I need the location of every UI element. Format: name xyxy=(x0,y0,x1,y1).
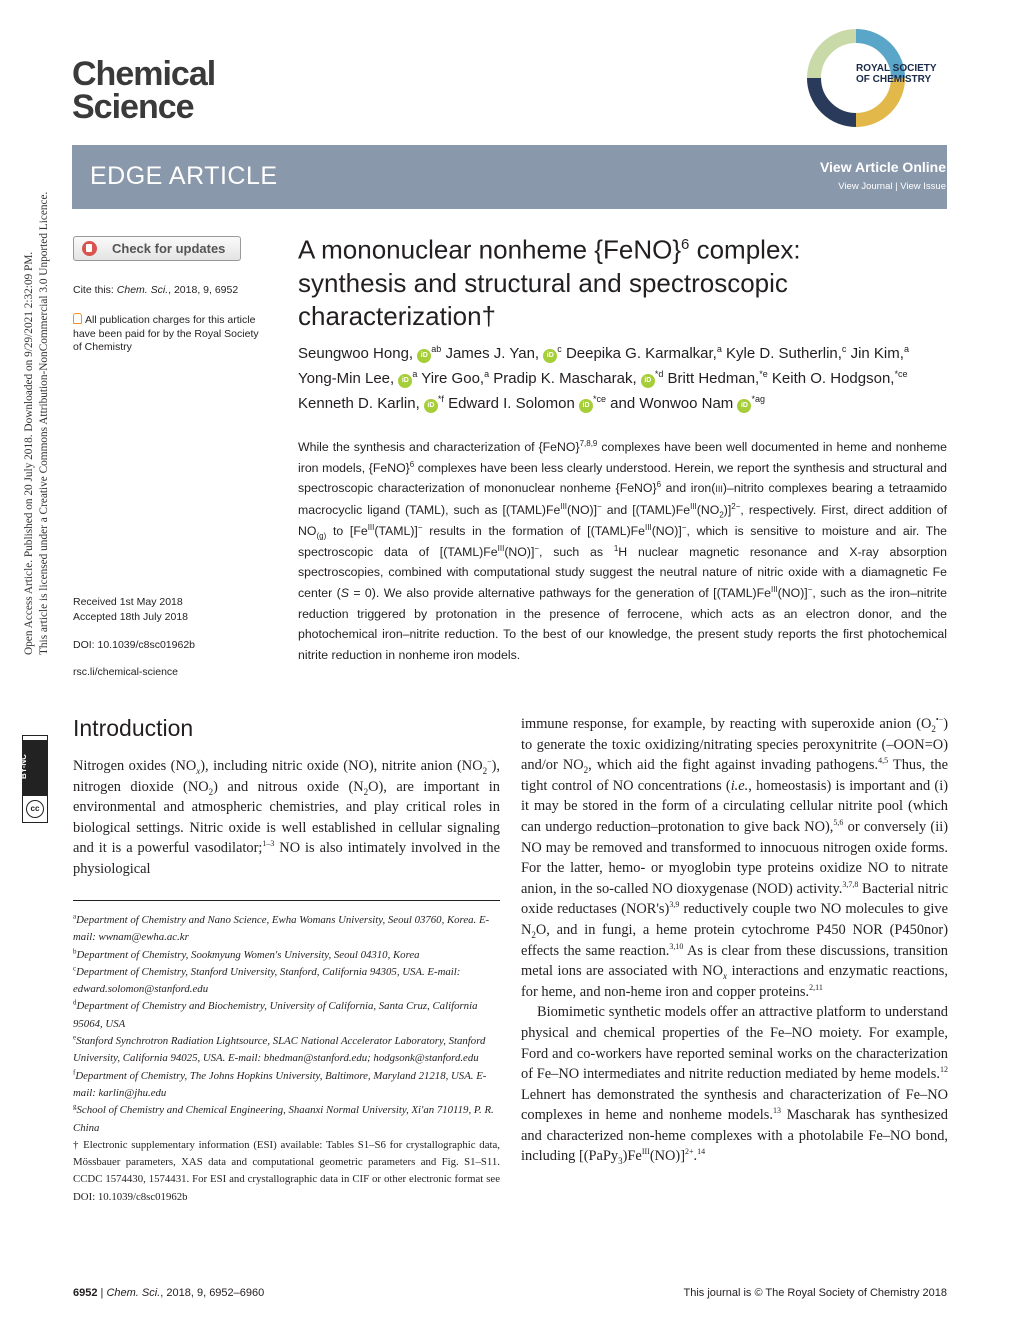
journal-name-line1: Chemical xyxy=(72,55,216,93)
accepted-date: Accepted 18th July 2018 xyxy=(73,611,188,623)
footnote-divider xyxy=(73,900,500,901)
journal-name-line2: Science xyxy=(72,88,194,126)
body-text-left-column: Nitrogen oxides $(NO_x)$, including nitric oxide (NO), nitrite anion $(NO_2^-)$, nitrogen dioxide $(NO_2)$ and nitrous oxide $(N_2O)$, are important in environmental and atmospheric chemistries, and play critical roles in biological settings. Nitric oxide is well established in cellular signaling and it is a powerful vasodilator;$^{1-3}$ NO is also intimately involved in the physiological xyxy=(73,757,501,877)
footnote-a: $^a$Department of Chemistry and Nano Science, Ewha Womans University, Seoul 03760, Korea. E-mail: wwnam@ewha.ac.kr xyxy=(73,912,490,944)
footnote-e: $^e$Stanford Synchrotron Radiation Lightsource, SLAC National Accelerator Laboratory, Stanford University, California 94025, USA. E-mail: bhedman@stanford.edu; hodgsonk@stanford.edu xyxy=(73,1033,486,1065)
publisher-name xyxy=(856,63,937,85)
footnote-esi: † Electronic supplementary information (ESI) available: Tables S1–S6 for crystallographic data, Mössbauer parameters, XAS data and computational geometric parameters and Fig. S1–S11. CCDC 1574430, 1574431. For ESI and crystallographic data in CIF or other electronic format see DOI: 10.1039/c8sc01962b xyxy=(73,1138,500,1203)
creative-commons-icon: cc xyxy=(26,800,44,818)
side-license[interactable]: This article is licensed under a Creative Commons Attribution-NonCommercial 3.0 Unported Licence. xyxy=(38,191,50,655)
section-heading-introduction: Introduction xyxy=(73,715,194,741)
orcid-icon[interactable]: iD xyxy=(543,349,557,363)
article-title: A mononuclear nonheme {FeNO}$^6$ complex: synthesis and structural and spectroscopic characterization† xyxy=(298,234,801,331)
orcid-icon[interactable]: iD xyxy=(417,349,431,363)
footnote-f: $^f$Department of Chemistry, The Johns Hopkins University, Baltimore, Maryland 21218, USA. E-mail: karlin@jhu.edu xyxy=(73,1068,487,1099)
journal-logo xyxy=(72,55,216,126)
orcid-icon[interactable]: iD xyxy=(641,374,655,388)
author-list: Seungwoo Hong, $iD^{ab}$ James J. Yan, $iD^c$ Deepika G. Karmalkar,$^a$ Kyle D. Sutherlin,$^c$ Jin Kim,$^a$ Yong-Min Lee, $iD^a$ Yire Goo,$^a$ Pradip K. Mascharak, $iD^{*d}$ Britt Hedman,$^{*e}$ Keith O. Hodgson,$^{*ce}$ Kenneth D. Karlin, $iD^{*f}$ Edward I. Solomon $iD^{*ce}$ and Wonwoo Nam $iD^{*ag}$ xyxy=(298,344,909,412)
publisher-line2: OF CHEMISTRY xyxy=(856,74,932,85)
body-text-right-column: immune response, for example, by reacting with superoxide anion $(O_2^{•-})$ to generate the toxic oxidizing/nitrating species peroxynitrite (–OON=O) and/or $NO_2$, which aid the fight against invading pathogens.$^{4,5}$ Thus, the tight control of NO concentrations (i.e., homeostasis) is important and (i) it may be stored in the form of a circulating cellular nitrite pool (which can undergo reduction–protonation to give back NO),$^{5,6}$ or conversely (ii) NO may be removed and transformed to innocuous nitrogen oxide forms. For the latter, hemo- or myoglobin type proteins oxidize NO to nitrate anion, in the so-called NO dioxygenase (NOD) activity.$^{3,7,8}$ Bacterial nitric oxide reductases $(NOR's)^{3,9}$ reductively couple two NO molecules to give $N_2O$, and in fungi, a heme protein cytochrome P450 NOR (P450nor) effects the same reaction.$^{3,10}$ As is clear from these discussions, transition metal ions are associated with $NO_x$ interactions and enzymatic reactions, for heme, and non-heme iron and copper proteins.$^{2,11}$ Biomimetic synthetic models offer an attractive platform to understand physical and chemical properties of the Fe–NO moiety. For example, Ford and co-workers have reported seminal works on the characterization of Fe–NO intermediates and nitrite reduction mediated by heme models.$^{12}$ Lehnert has demonstrated the synthesis and characterization of Fe–NO complexes in heme and nonheme models.$^{13}$ Mascharak has synthesized and characterized non-heme complexes with a photolabile Fe–NO bond, including $[(PaPy_3)Fe^{III}(NO)]^{2+}.^{14}$ xyxy=(521,715,948,1167)
publisher-line1: ROYAL SOCIETY xyxy=(856,63,937,74)
view-article-online-link[interactable]: View Article Online xyxy=(819,159,946,175)
check-updates-label: Check for updates xyxy=(112,241,226,256)
footnote-b: $^b$Department of Chemistry, Sookmyung Women's University, Seoul 04310, Korea xyxy=(73,947,420,961)
cc-license-badge[interactable] xyxy=(18,735,48,823)
footnote-g: $^g$School of Chemistry and Chemical Engineering, Shaanxi Normal University, Xi'an 710119, P. R. China xyxy=(73,1102,494,1134)
orcid-icon[interactable]: iD xyxy=(398,374,412,388)
abstract: While the synthesis and characterization of {FeNO}$^{7,8,9}$ complexes have been well documented in heme and nonheme iron models, {FeNO}$^6$ complexes have been less clearly understood. Herein, we report the synthesis and structural and spectroscopic characterization of mononuclear nonheme {FeNO}$^6$ and iron(III)–nitrito complexes bearing a tetraamido macrocyclic ligand (TAML), such as $[(TAML)Fe^{III}(NO)]^-$ and $[(TAML)Fe^{III}(NO_2)]^{2-}$, respectively. First, direct addition of $NO_{(g)}$ to $[Fe^{III}(TAML)]^-$ results in the formation of $[(TAML)Fe^{III}(NO)]^-$, which is sensitive to moisture and air. The spectroscopic data of $[(TAML)Fe^{III}(NO)]^-$, such as $^1$H nuclear magnetic resonance and X-ray absorption spectroscopies, combined with computational study suggest the neutral nature of nitric oxide with a diamagnetic Fe center (S = 0). We also provide alternative pathways for the generation of $[(TAML)Fe^{III}(NO)]^-$, such as the iron–nitrite reduction triggered by protonation in the presence of ferrocene, which acts as an electron donor, and the photochemical iron–nitrite reduction. To the best of our knowledge, the present study reports the first photochemical nitrite reduction in nonheme iron models. xyxy=(298,438,948,663)
orcid-icon[interactable]: iD xyxy=(737,399,751,413)
footnote-c: $^c$Department of Chemistry, Stanford University, Stanford, California 94305, USA. E-mail: edward.solomon@stanford.edu xyxy=(73,964,461,996)
page-number: 6952 xyxy=(73,1287,98,1299)
check-for-updates-button[interactable] xyxy=(73,236,241,261)
side-license-text xyxy=(22,192,52,655)
publication-charges: All publication charges for this article have been paid for by the Royal Society of Chemistry xyxy=(73,314,259,353)
view-journal-issue-links[interactable]: View Journal | View Issue xyxy=(838,181,946,192)
citation: Cite this: Chem. Sci., 2018, 9, 6952 xyxy=(73,284,239,296)
by-nc-label: BY-NC xyxy=(23,740,47,796)
footnote-d: $^d$Department of Chemistry and Biochemistry, University of California, Santa Cruz, California 95064, USA xyxy=(73,998,478,1030)
journal-url[interactable]: rsc.li/chemical-science xyxy=(73,666,179,678)
side-published: Open Access Article. Published on 20 July 2018. Downloaded on 9/29/2021 2:32:09 PM. xyxy=(23,251,35,655)
page-footer-right: This journal is © The Royal Society of Chemistry 2018 xyxy=(683,1287,947,1299)
doi[interactable]: DOI: 10.1039/c8sc01962b xyxy=(73,639,196,651)
open-access-lock-icon xyxy=(73,313,82,324)
received-date: Received 1st May 2018 xyxy=(73,596,183,608)
bookmark-icon xyxy=(82,241,97,256)
article-type: EDGE ARTICLE xyxy=(90,162,278,190)
footnotes xyxy=(73,912,500,1206)
page-footer-left: 6952 | Chem. Sci., 2018, 9, 6952–6960 xyxy=(73,1287,265,1299)
orcid-icon[interactable]: iD xyxy=(424,399,438,413)
orcid-icon[interactable]: iD xyxy=(579,399,593,413)
